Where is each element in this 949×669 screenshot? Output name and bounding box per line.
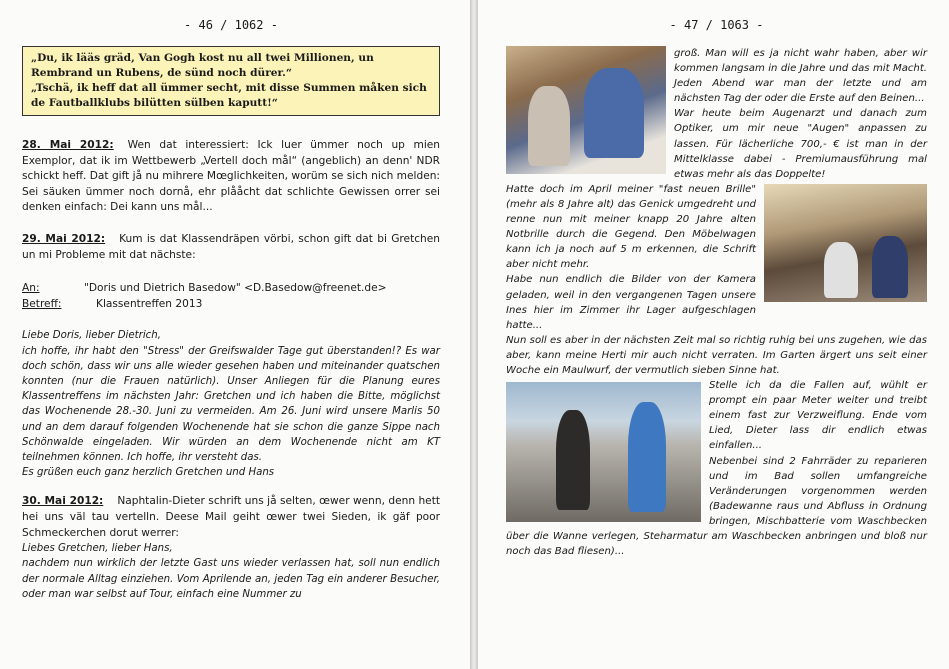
text-optician: War heute beim Augenarzt und danach zum Optiker, um mir neue "Augen" anpassen zu lassen. Für lächerliche 700,- € ist man in der Mittelklasse dabei - Premiumausführung mal etwas mehr als das Doppelte! bbox=[674, 108, 927, 180]
entry-text: Naphtalin-Dieter schrift uns jå selten, œwer wenn, denn hett hei uns väl tau vertelln. Deese Mail geiht œwer twei Sieden, ik gäf poor Schmeckerchen dorut werrer: bbox=[22, 495, 441, 539]
page-number-right: - 47 / 1063 - bbox=[669, 18, 764, 32]
mail-subject-label: Betreff: bbox=[22, 297, 62, 310]
entry-date: 29. Mai 2012: bbox=[22, 232, 106, 245]
text-bathroom: Nebenbei sind 2 Fahrräder zu reparieren und im Bad sollen umfangreiche Veränderungen vorgenommen werden (Badewanne raus und Abfluss in Ordnung bringen, Mischbatterie vom Waschbecken über die Wanne verlegen, Steharmatur am Waschbecken anbringen und bloß nur noch das Bad fliesen)... bbox=[506, 455, 927, 558]
photo-party-room bbox=[764, 184, 927, 302]
text-top: groß. Man will es ja nicht wahr haben, aber wir kommen langsam in die Jahre und das mit Macht. Jeden Abend war man der letzte und am nächsten Tag der oder die Erste auf den Beinen... bbox=[674, 48, 927, 105]
letter-continuation bbox=[506, 46, 927, 559]
quote-box bbox=[22, 46, 440, 116]
entry-date: 28. Mai 2012: bbox=[22, 139, 114, 151]
person-figure bbox=[584, 68, 644, 158]
diary-entry-30-mai bbox=[22, 494, 440, 541]
person-figure bbox=[824, 242, 858, 298]
mail-to-label: An: bbox=[22, 282, 40, 295]
text-mole: Nun soll es aber in der nächsten Zeit mal so richtig ruhig bei uns zugehen, wie das aber, kann meine Herti mir auch nicht verraten. Im Garten ärgert uns seit einer Woche ein Maulwurf, der vermutlich sieben Sinne hat. bbox=[506, 334, 927, 376]
person-figure bbox=[528, 86, 570, 166]
letter-body: nachdem nun wirklich der letzte Gast uns wieder verlassen hat, soll nun endlich der normale Alltag einziehen. Vom Aprilende an, jeden Tag ein anderer Besucher, oder man war selbst auf Tour, einfach eine Nummer zu bbox=[22, 558, 440, 600]
person-figure bbox=[556, 410, 590, 510]
letter-from-dieter bbox=[22, 541, 440, 602]
mail-to-value: "Doris und Dietrich Basedow" <D.Basedow@freenet.de> bbox=[84, 282, 387, 295]
photo-couple-at-table bbox=[506, 46, 666, 174]
left-page bbox=[0, 0, 470, 669]
quote-line-2: „Tschä, ik heff dat all ümmer secht, mit disse Summen måken sich de Fautballklubs bilütten sülben kaputt!“ bbox=[31, 82, 427, 109]
letter-body: ich hoffe, ihr habt den "Stress" der Greifswalder Tage gut überstanden!? Es war doch schön, dass wir uns alle wieder gesehen haben und miteinander quatschen konnten (nur die Frauen natürlich). Unser Anliegen für die Planung eures Klassentreffens im nächsten Jahr: Gretchen und ich haben die Bitte, möglichst das Wochenende 28.-30. Juni zu vermeiden. Am 26. Juni wird unsere Marlis 50 und an dem darauf folgenden Wochenende hat sie schon die ganze Sippe nach Schönwalde eingeladen. Wir würden an dem Wochenende nicht am KT teilnehmen können. Ich hoffe, ihr versteht das. bbox=[22, 345, 440, 463]
person-figure bbox=[628, 402, 666, 512]
entry-date: 30. Mai 2012: bbox=[22, 495, 104, 508]
photo-two-men-terrace bbox=[506, 382, 701, 522]
mail-header bbox=[22, 281, 440, 312]
person-figure bbox=[872, 236, 908, 298]
letter-salutation: Liebe Doris, lieber Dietrich, bbox=[22, 330, 161, 342]
diary-entry-29-mai bbox=[22, 232, 440, 263]
text-glasses: Hatte doch im April meiner "fast neuen Brille" (mehr als 8 Jahre alt) das Genick umgedreht und renne nun mit meiner knapp 20 Jahre alten Notbrille durch die Gegend. Den Möbelwagen kann ich ja noch auf 5 m erkennen, die Schrift aber nicht mehr. bbox=[506, 183, 756, 271]
text-traps: Stelle ich da die Fallen auf, wühlt er prompt ein paar Meter weiter und treibt einem fast zur Verzweiflung. Ende vom Lied, Dieter lass dir endlich etwas einfallen... bbox=[709, 380, 927, 452]
letter-salutation: Liebes Gretchen, lieber Hans, bbox=[22, 543, 173, 555]
diary-entry-28-mai bbox=[22, 138, 440, 216]
page-number-left: - 46 / 1062 - bbox=[184, 18, 278, 32]
mail-subject-value: Klassentreffen 2013 bbox=[96, 297, 203, 310]
letter-to-basedow bbox=[22, 328, 440, 480]
text-pictures: Habe nun endlich die Bilder von der Kamera geladen, weil in den vergangenen Tagen unsere Ines hier im Zimmer ihr Lager aufgeschlagen hatte... bbox=[506, 274, 756, 331]
book-gutter bbox=[470, 0, 478, 669]
letter-closing: Es grüßen euch ganz herzlich Gretchen und Hans bbox=[22, 467, 275, 479]
entry-text: Kum is dat Klassendräpen vörbi, schon gift dat bi Gretchen un mi Probleme mit dat nächste: bbox=[22, 232, 440, 261]
quote-line-1: „Du, ik lääs gräd, Van Gogh kost nu all twei Millionen, un Rembrand un Rubens, de sünd noch dürer.“ bbox=[31, 52, 374, 79]
right-page bbox=[478, 0, 949, 669]
entry-text: Wen dat interessiert: Ick luer ümmer noch up mien Exemplor, dat ik im Wettbewerb „Vertell doch mål“ (angeblich) an denn' NDR schickt heff. Dat gift jå nu mihrere Mœglichkeiten, worüm se sich nich melden: Sei säuken ümmer noch dornå, ehr plååcht dat schlichte Gewissen orrer sei denken einfach: Dei kann uns mål... bbox=[22, 139, 441, 214]
